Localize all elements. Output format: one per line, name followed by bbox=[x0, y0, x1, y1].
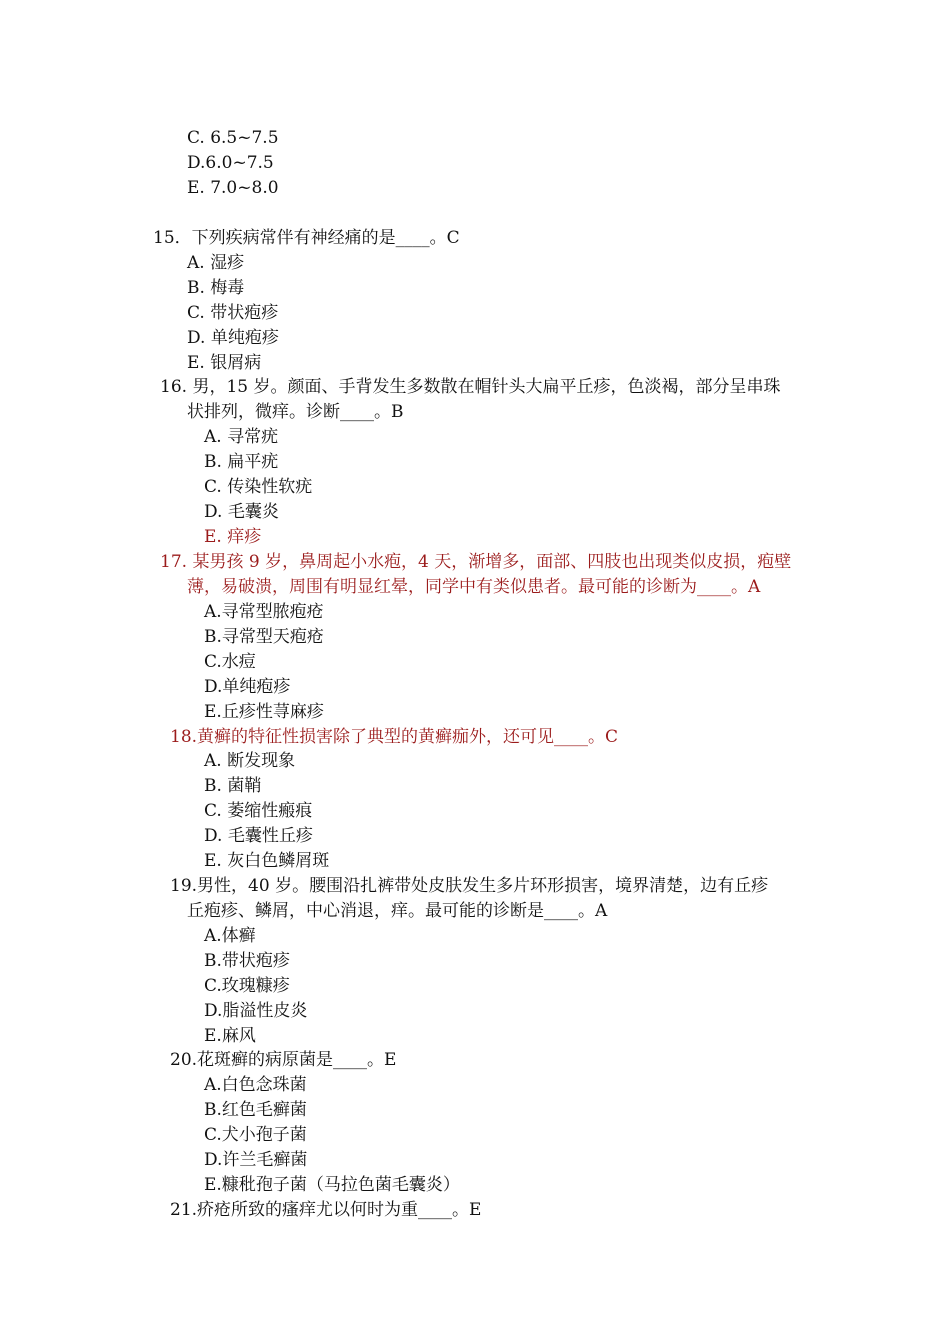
q16-option-a: A. 寻常疣 bbox=[204, 427, 279, 447]
q19-option-e: E.麻风 bbox=[204, 1026, 256, 1046]
q16-stem-line1: 16. 男，15 岁。颜面、手背发生多数散在帽针头大扁平丘疹，色淡褐，部分呈串珠 bbox=[160, 377, 781, 397]
q17-option-b: B.寻常型天疱疮 bbox=[204, 627, 324, 647]
q20-option-a: A.白色念珠菌 bbox=[204, 1075, 307, 1095]
q14-option-d: D.6.0~7.5 bbox=[187, 153, 274, 173]
q15-option-b: B. 梅毒 bbox=[187, 278, 245, 298]
q17-option-c: C.水痘 bbox=[204, 652, 256, 672]
q17-option-e: E.丘疹性荨麻疹 bbox=[204, 702, 324, 722]
q19-option-c: C.玫瑰糠疹 bbox=[204, 976, 290, 996]
q14-option-e: E. 7.0~8.0 bbox=[187, 178, 279, 198]
q15-option-a: A. 湿疹 bbox=[187, 253, 245, 273]
q17-stem-line2: 薄，易破溃，周围有明显红晕，同学中有类似患者。最可能的诊断为____。A bbox=[187, 577, 761, 597]
q18-option-b: B. 菌鞘 bbox=[204, 776, 262, 796]
q17-option-d: D.单纯疱疹 bbox=[204, 677, 291, 697]
q20-option-d: D.许兰毛癣菌 bbox=[204, 1150, 308, 1170]
q19-stem-line2: 丘疱疹、鳞屑，中心消退，痒。最可能的诊断是____。A bbox=[187, 901, 608, 921]
q19-stem-line1: 19.男性，40 岁。腰围沿扎裤带处皮肤发生多片环形损害，境界清楚，边有丘疹 bbox=[170, 876, 769, 896]
q20-option-b: B.红色毛癣菌 bbox=[204, 1100, 307, 1120]
q16-option-e: E. 痒疹 bbox=[204, 527, 262, 547]
q19-option-d: D.脂溢性皮炎 bbox=[204, 1001, 308, 1021]
q18-option-d: D. 毛囊性丘疹 bbox=[204, 826, 313, 846]
q20-stem: 20.花斑癣的病原菌是____。E bbox=[170, 1050, 397, 1070]
q18-option-a: A. 断发现象 bbox=[204, 751, 296, 771]
q16-option-c: C. 传染性软疣 bbox=[204, 477, 313, 497]
q17-stem-line1: 17. 某男孩 9 岁，鼻周起小水疱，4 天，渐增多，面部、四肢也出现类似皮损，疱壁 bbox=[160, 552, 792, 572]
q14-option-c: C. 6.5~7.5 bbox=[187, 128, 279, 148]
q20-option-e: E.糠秕孢子菌（马拉色菌毛囊炎） bbox=[204, 1175, 460, 1195]
q15-option-d: D. 单纯疱疹 bbox=[187, 328, 279, 348]
q16-option-d: D. 毛囊炎 bbox=[204, 502, 279, 522]
q18-option-e: E. 灰白色鳞屑斑 bbox=[204, 851, 330, 871]
q15-option-c: C. 带状疱疹 bbox=[187, 303, 279, 323]
q18-stem: 18.黄癣的特征性损害除了典型的黄癣痂外，还可见____。C bbox=[170, 727, 619, 747]
q18-option-c: C. 萎缩性瘢痕 bbox=[204, 801, 313, 821]
q16-stem-line2: 状排列，微痒。诊断____。B bbox=[187, 402, 404, 422]
q15-stem: 15．下列疾病常伴有神经痛的是____。C bbox=[153, 228, 460, 248]
q19-option-a: A.体癣 bbox=[204, 926, 256, 946]
q17-option-a: A.寻常型脓疱疮 bbox=[204, 602, 324, 622]
q20-option-c: C.犬小孢子菌 bbox=[204, 1125, 307, 1145]
q16-option-b: B. 扁平疣 bbox=[204, 452, 279, 472]
q15-option-e: E. 银屑病 bbox=[187, 353, 262, 373]
q21-stem: 21.疥疮所致的瘙痒尤以何时为重____。E bbox=[170, 1200, 482, 1220]
q19-option-b: B.带状疱疹 bbox=[204, 951, 290, 971]
